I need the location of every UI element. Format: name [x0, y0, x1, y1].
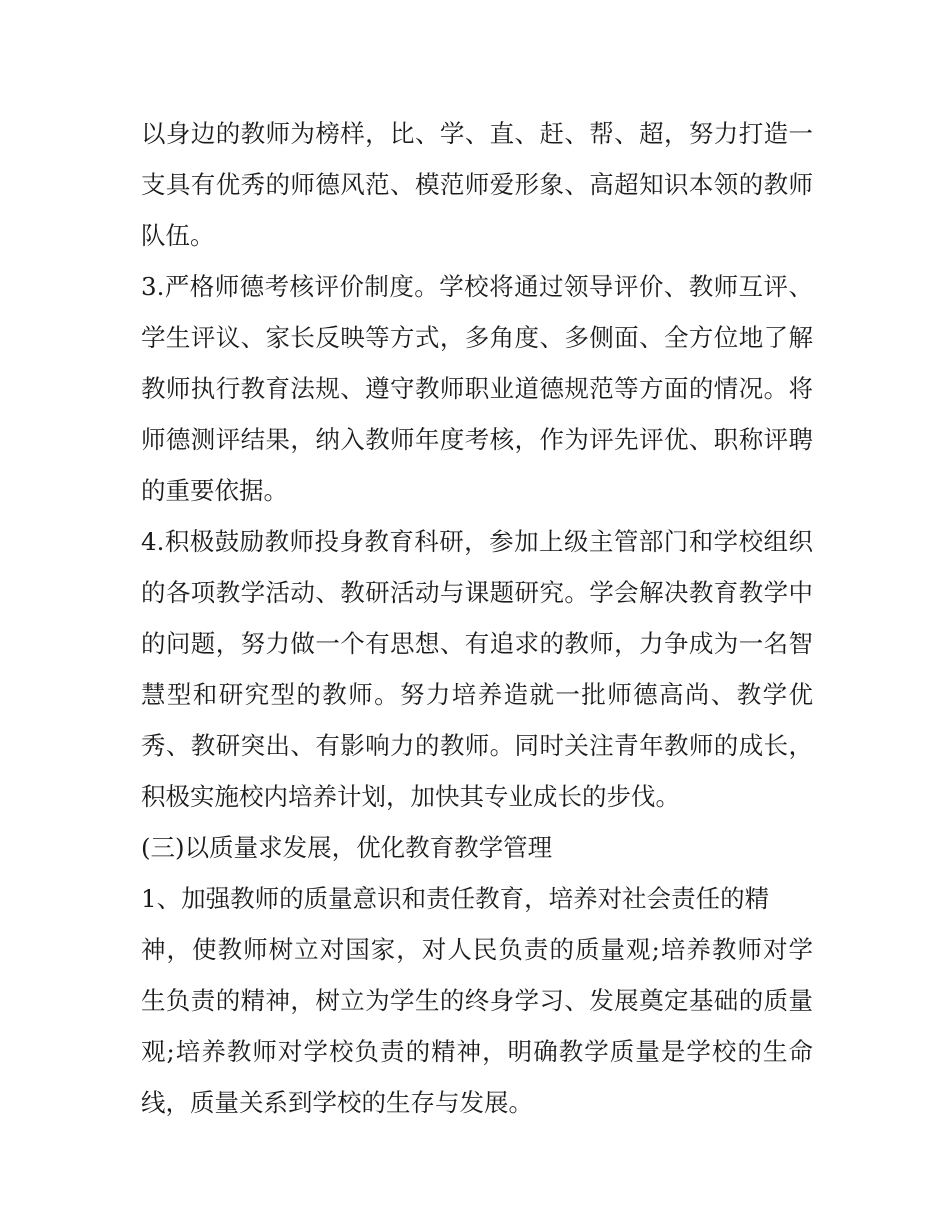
- text-line: 的重要依据。: [141, 476, 288, 505]
- text-line: 神，使教师树立对国家，对人民负责的质量观;培养教师对学: [141, 935, 813, 964]
- paragraph-section-3-item-1: [141, 873, 813, 1128]
- text-line: 观;培养教师对学校负责的精神，明确教学质量是学校的生命: [141, 1037, 813, 1066]
- text-line: 1、加强教师的质量意识和责任教育，培养对社会责任的精: [141, 884, 770, 913]
- text-line: 4.积极鼓励教师投身教育科研，参加上级主管部门和学校组织: [141, 527, 813, 556]
- text-line: 队伍。: [141, 221, 215, 250]
- text-line: 支具有优秀的师德风范、模范师爱形象、高超知识本领的教师: [141, 170, 813, 199]
- text-line: 的各项教学活动、教研活动与课题研究。学会解决教育教学中: [141, 578, 813, 607]
- text-line: 3.严格师德考核评价制度。学校将通过领导评价、教师互评、: [141, 272, 813, 301]
- text-line: 以身边的教师为榜样，比、学、直、赶、帮、超，努力打造一: [141, 119, 813, 148]
- text-line: 积极实施校内培养计划，加快其专业成长的步伐。: [141, 782, 680, 811]
- paragraph-continuation: [141, 108, 813, 261]
- paragraph-item-4: [141, 516, 813, 822]
- text-line: 秀、教研突出、有影响力的教师。同时关注青年教师的成长，: [141, 731, 813, 760]
- heading-line: (三)以质量求发展，优化教育教学管理: [141, 833, 553, 862]
- text-line: 生负责的精神，树立为学生的终身学习、发展奠定基础的质量: [141, 986, 813, 1015]
- text-line: 师德测评结果，纳入教师年度考核，作为评先评优、职称评聘: [141, 425, 813, 454]
- section-heading: [141, 822, 813, 873]
- text-line: 的问题，努力做一个有思想、有追求的教师，力争成为一名智: [141, 629, 813, 658]
- text-line: 教师执行教育法规、遵守教师职业道德规范等方面的情况。将: [141, 374, 813, 403]
- document-body: [141, 108, 813, 1128]
- text-line: 慧型和研究型的教师。努力培养造就一批师德高尚、教学优: [141, 680, 813, 709]
- text-line: 线，质量关系到学校的生存与发展。: [141, 1088, 533, 1117]
- text-line: 学生评议、家长反映等方式，多角度、多侧面、全方位地了解: [141, 323, 813, 352]
- paragraph-item-3: [141, 261, 813, 516]
